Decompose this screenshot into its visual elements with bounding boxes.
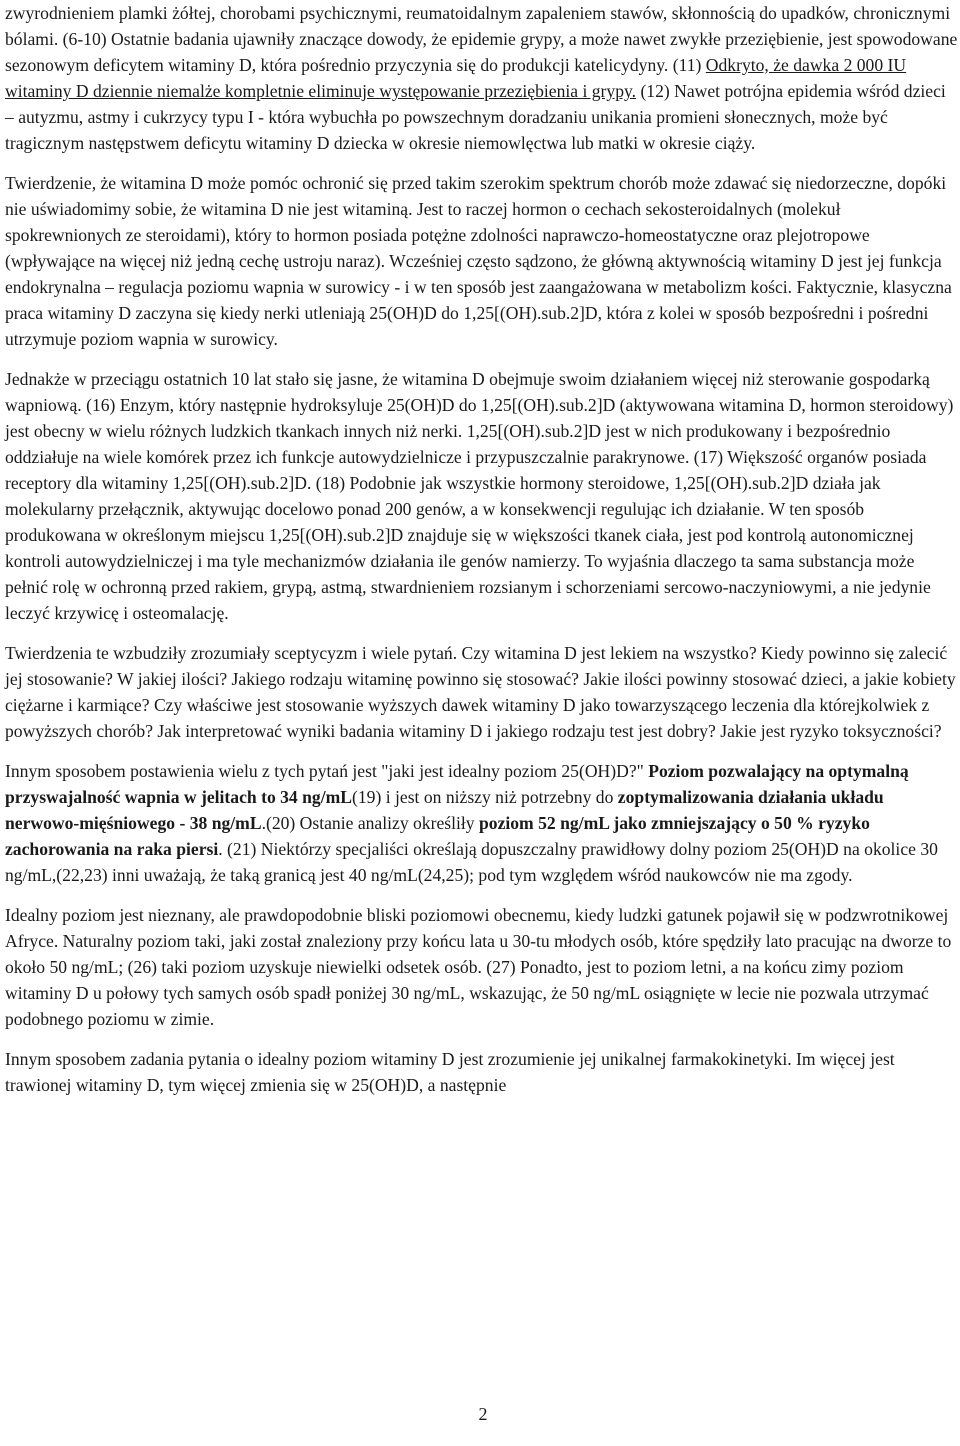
underlined-text: Odkryto, że dawka 2 000 IU witaminy D dziennie niemalże kompletnie eliminuje występowanie przeziębienia i grypy. (5, 55, 907, 101)
paragraph (5, 758, 958, 888)
paragraph (5, 1046, 958, 1098)
text-run: Jednakże w przeciągu ostatnich 10 lat stało się jasne, że witamina D obejmuje swoim działaniem więcej niż sterowanie gospodarką wapniową. (16) Enzym, który następnie hydroksyluje 25(OH)D do 1,25[(OH).sub.2]D (aktywowana witamina D, hormon steroidowy) jest obecny w wielu różnych ludzkich tkankach innych niż nerki. 1,25[(OH).sub.2]D jest w nich produkowany i bezpośrednio oddziałuje na wiele komórek przez ich funkcje autowydzielnicze i przypuszczalnie parakrynowe. (17) Większość organów posiada receptory dla witaminy 1,25[(OH).sub.2]D. (18) Podobnie jak wszystkie hormony steroidowe, 1,25[(OH).sub.2]D działa jak molekularny przełącznik, aktywując docelowo ponad 200 genów, a w konsekwencji regulując ich działanie. W ten sposób produkowana w określonym miejscu 1,25[(OH).sub.2]D znajduje się w większości tkanek ciała, jest pod kontrolą autonomicznej kontroli autowydzielniczej i ma tyle mechanizmów działania ile genów namierzy. To wyjaśnia dlaczego ta sama substancja może pełnić rolę w ochronną przed rakiem, grypą, astmą, stwardnieniem rozsianym i schorzeniami sercowo-naczyniowymi, a nie jedynie leczyć krzywicę i osteomalację. (5, 369, 954, 623)
bold-text: Poziom pozwalający na optymalną przyswajalność wapnia w jelitach to 34 ng/mL (5, 761, 909, 807)
text-run: (12) Nawet potrójna epidemia wśród dzieci – autyzmu, astmy i cukrzycy typu I - która wybuchła po powszechnym doradzaniu unikania promieni słonecznych, może być tragicznym następstwem deficytu witaminy D dziecka w okresie niemowlęctwa lub matki w okresie ciąży. (5, 81, 946, 153)
text-run: .(20) Ostanie analizy określiły (261, 813, 479, 833)
paragraph (5, 170, 958, 352)
page-number: 2 (478, 1404, 488, 1424)
bold-text: zoptymalizowania działania układu nerwowo-mięśniowego - 38 ng/mL (5, 787, 884, 833)
text-run: Idealny poziom jest nieznany, ale prawdopodobnie bliski poziomowi obecnemu, kiedy ludzki gatunek pojawił się w podzwrotnikowej Afryce. Naturalny poziom taki, jaki został znaleziony przy końcu lata u 30-tu młodych osób, które spędziły lato pracując na dworze to około 50 ng/mL; (26) taki poziom uzyskuje niewielki odsetek osób. (27) Ponadto, jest to poziom letni, a na końcu zimy poziom witaminy D u połowy tych samych osób spadł poniżej 30 ng/mL, wskazując, że 50 ng/mL osiągnięte w lecie nie pozwala utrzymać podobnego poziomu w zimie. (5, 905, 952, 1029)
paragraph (5, 640, 958, 744)
paragraph (5, 902, 958, 1032)
text-run: Innym sposobem zadania pytania o idealny poziom witaminy D jest zrozumienie jej unikalnej farmakokinetyki. Im więcej jest trawionej witaminy D, tym więcej zmienia się w 25(OH)D, a następnie (5, 1049, 895, 1095)
text-run: (19) i jest on niższy niż potrzebny do (352, 787, 618, 807)
document-body (5, 0, 958, 1098)
text-run: . (21) Niektórzy specjaliści określają dopuszczalny prawidłowy dolny poziom 25(OH)D na okolice 30 ng/mL,(22,23) inni uważają, że taką granicą jest 40 ng/mL(24,25); pod tym względem wśród naukowców nie ma zgody. (5, 839, 938, 885)
paragraph (5, 366, 958, 626)
bold-text: poziom 52 ng/mL jako zmniejszający o 50 % ryzyko zachorowania na raka piersi (5, 813, 870, 859)
paragraph (5, 0, 958, 156)
text-run: Innym sposobem postawienia wielu z tych pytań jest "jaki jest idealny poziom 25(OH)D?" (5, 761, 649, 781)
document-page (5, 0, 958, 1112)
text-run: Twierdzenie, że witamina D może pomóc ochronić się przed takim szerokim spektrum chorób może zdawać się niedorzeczne, dopóki nie uświadomimy sobie, że witamina D nie jest witaminą. Jest to raczej hormon o cechach sekosteroidalnych (molekuł spokrewnionych ze steroidami), który to hormon posiada potężne zdolności naprawczo-homeostatyczne oraz plejotropowe (wpływające na więcej niż jedną cechę ustroju naraz). Wcześniej często sądzono, że główną aktywnością witaminy D jest jej funkcja endokrynalna – regulacja poziomu wapnia w surowicy - i w ten sposób jest zaangażowana w metabolizm kości. Faktycznie, klasyczna praca witaminy D zaczyna się kiedy nerki utleniają 25(OH)D do 1,25[(OH).sub.2]D, która z kolei w sposób bezpośredni i pośredni utrzymuje poziom wapnia w surowicy. (5, 173, 952, 349)
text-run: Twierdzenia te wzbudziły zrozumiały sceptycyzm i wiele pytań. Czy witamina D jest lekiem na wszystko? Kiedy powinno się zalecić jej stosowanie? W jakiej ilości? Jakiego rodzaju witaminę powinno się stosować? Jakie ilości powinny stosować dzieci, a jakie kobiety ciężarne i karmiące? Czy właściwe jest stosowanie wyższych dawek witaminy D jako towarzyszącego leczenia dla którejkolwiek z powyższych chorób? Jak interpretować wyniki badania witaminy D i jakiego rodzaju test jest dobry? Jakie jest ryzyko toksyczności? (5, 643, 956, 741)
text-run: zwyrodnieniem plamki żółtej, chorobami psychicznymi, reumatoidalnym zapaleniem stawów, skłonnością do upadków, chronicznymi bólami. (6-10) Ostatnie badania ujawniły znaczące dowody, że epidemie grypy, a może nawet zwykłe przeziębienie, jest spowodowane sezonowym deficytem witaminy D, która pośrednio przyczynia się do produkcji katelicydyny. (11) (5, 3, 958, 75)
